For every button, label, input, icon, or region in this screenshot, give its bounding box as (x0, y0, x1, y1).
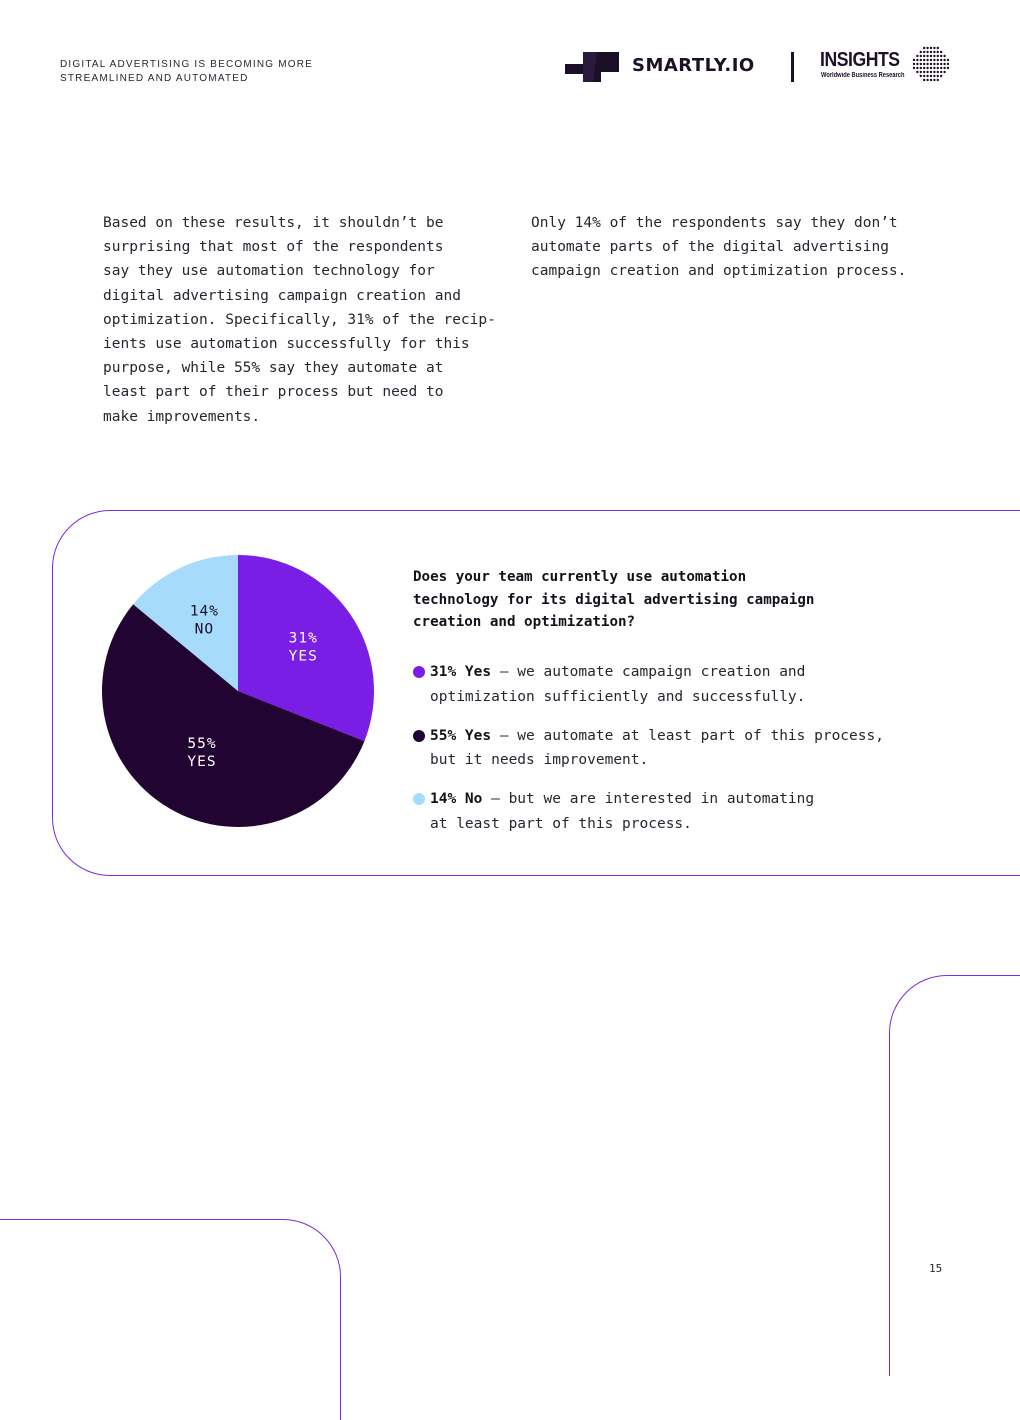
partner-name: INSIGHTS (820, 49, 900, 71)
paragraph-line: automate parts of the digital advertising (531, 239, 889, 256)
slice-category-label: NO (194, 621, 215, 638)
slice-category-label: YES (187, 753, 217, 770)
paragraph-line: make improvements. (103, 408, 261, 425)
legend-line: but it needs improvement. (430, 752, 649, 768)
legend-dot-icon (413, 666, 425, 678)
slice-percent-label: 55% (187, 735, 217, 752)
paragraph-line: Only 14% of the respondents say they don’t (531, 215, 898, 231)
paragraph-line: digital advertising campaign creation and (103, 287, 461, 304)
chart-legend (413, 660, 933, 851)
paragraph-line: say they use automation technology for (103, 263, 435, 280)
legend-dot-icon (413, 730, 425, 742)
section-title-line: STREAMLINED AND AUTOMATED (60, 73, 249, 84)
partner-tagline: Worldwide Business Research (821, 72, 905, 79)
brand-name: SMARTLY.IO (632, 55, 755, 76)
legend-text: — we automate campaign creation and (491, 664, 806, 680)
section-title (60, 58, 360, 86)
legend-dot-icon (413, 793, 425, 805)
legend-line: optimization sufficiently and successfully. (430, 688, 806, 705)
globe-icon (905, 44, 951, 84)
paragraph-line: optimization. Specifically, 31% of the recip- (103, 311, 496, 328)
logo-divider (791, 52, 794, 82)
question-line: technology for its digital advertising campaign (413, 591, 815, 608)
smartly-logo-icon (563, 50, 621, 84)
section-title-line: DIGITAL ADVERTISING IS BECOMING MORE (60, 59, 314, 70)
legend-line (430, 724, 933, 749)
summary-paragraph (531, 211, 941, 284)
intro-paragraph (103, 211, 496, 429)
page-number: 15 (929, 1262, 943, 1275)
legend-line (430, 660, 933, 685)
legend-item-55-yes (413, 724, 933, 773)
slice-percent-label: 14% (189, 603, 220, 620)
pie-chart (101, 554, 375, 828)
paragraph-line: least part of their process but need to (103, 384, 444, 401)
legend-item-31-yes (413, 660, 933, 709)
decorative-corner-right (889, 975, 1020, 1376)
paragraph-line: purpose, while 55% say they automate at (103, 360, 444, 377)
question-line: creation and optimization? (413, 614, 636, 630)
paragraph-line: Based on these results, it shouldn’t be (103, 215, 444, 231)
legend-text: — but we are interested in automating (482, 791, 815, 807)
paragraph-line: ients use automation successfully for this (103, 336, 470, 353)
legend-strong: 14% No (430, 791, 483, 807)
legend-item-14-no (413, 787, 933, 836)
legend-strong: 31% Yes (430, 664, 492, 680)
question-line: Does your team currently use automation (413, 569, 747, 585)
legend-line (430, 787, 933, 812)
slice-category-label: YES (288, 648, 318, 665)
paragraph-line: campaign creation and optimization process. (531, 263, 907, 280)
legend-line: at least part of this process. (430, 815, 692, 832)
legend-strong: 55% Yes (430, 727, 492, 744)
paragraph-line: surprising that most of the respondents (103, 239, 444, 256)
slice-percent-label: 31% (288, 630, 318, 647)
legend-text: — we automate at least part of this process, (491, 727, 884, 744)
chart-question (413, 566, 863, 634)
